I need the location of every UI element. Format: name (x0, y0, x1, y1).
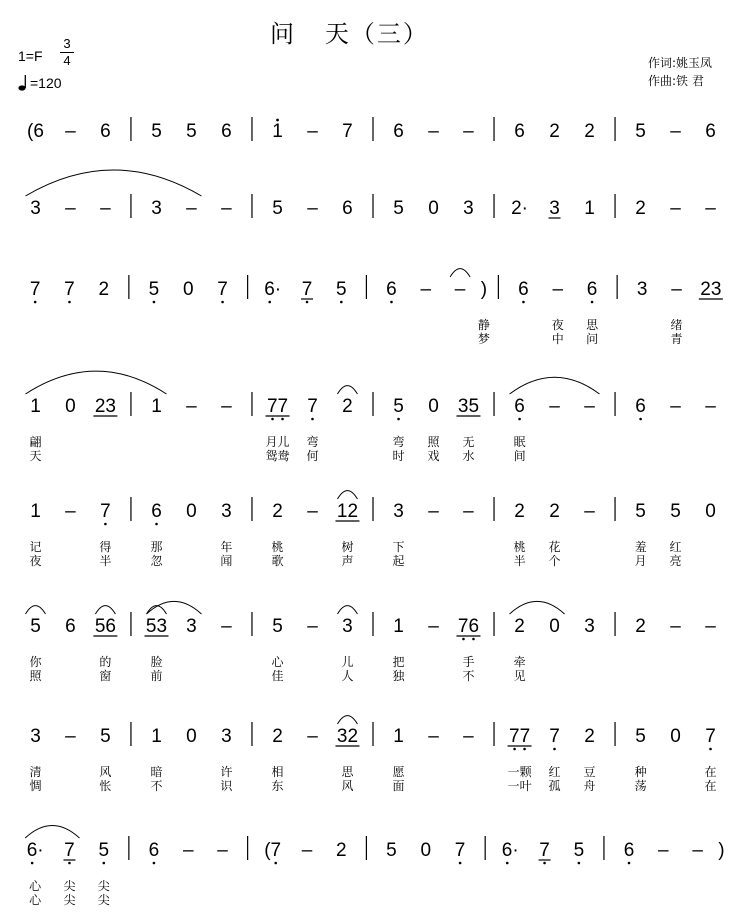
lyric-char: 弯 (392, 435, 405, 449)
note: – (670, 121, 681, 142)
note: 3 (186, 616, 197, 637)
note: 3 (221, 501, 232, 522)
low-octave-dot (274, 862, 277, 865)
note: – (186, 198, 197, 219)
slur (25, 371, 166, 394)
note: – (428, 616, 439, 637)
note: 2 (336, 840, 347, 861)
note: 0 (549, 616, 560, 637)
composer-credit: 作曲:铁 君 (648, 74, 704, 88)
note: 12 (336, 501, 359, 522)
note: – (307, 726, 318, 747)
note: – (584, 501, 595, 522)
lyric-char: 相 (271, 765, 284, 779)
lyric-char: 不 (150, 779, 163, 793)
lyric-char: 月儿 (265, 435, 290, 449)
slur (450, 269, 470, 277)
lyric-char: 心 (29, 893, 42, 907)
note: 2· (511, 198, 529, 219)
lyric-char: 风 (341, 779, 354, 793)
note: 6 (151, 501, 162, 522)
slur (25, 825, 79, 838)
note: – (454, 279, 466, 300)
note: – (217, 840, 228, 861)
lyric-char: 东 (271, 779, 284, 793)
lyric-char: 尖 (97, 879, 110, 893)
low-octave-dot (578, 862, 581, 865)
note: 6 (518, 279, 529, 300)
lyric-char: 风 (99, 765, 112, 779)
note: 6 (221, 121, 232, 142)
lyric-char: 独 (392, 669, 405, 683)
note: 0 (186, 726, 197, 747)
time-signature-bottom: 4 (63, 53, 71, 68)
note: 0 (65, 396, 76, 417)
note: – (428, 726, 439, 747)
note: – (463, 501, 474, 522)
lyric-char: 在 (704, 765, 717, 779)
note: 6 (393, 121, 404, 142)
note: – (65, 198, 76, 219)
note: – (671, 279, 682, 300)
lyric-char: 桃 (271, 540, 284, 554)
low-octave-dot (68, 862, 71, 865)
note: 5 (393, 396, 404, 417)
lyric-char: 心 (29, 879, 42, 893)
note: 53 (145, 616, 168, 637)
note: 2 (635, 198, 646, 219)
lyric-char: 前 (150, 669, 163, 683)
lyric-char: 荡 (634, 779, 647, 793)
note: 6 (148, 840, 160, 861)
note: – (670, 198, 681, 219)
lyric-char: 夜 (551, 318, 564, 332)
note: 0 (428, 396, 439, 417)
note: 5 (393, 198, 404, 219)
note: 5 (30, 616, 41, 637)
slur (25, 606, 45, 614)
lyric-char: 怅 (99, 779, 112, 793)
note: 5 (148, 279, 160, 300)
lyric-char: 红 (669, 540, 682, 554)
low-octave-dot (543, 862, 546, 865)
lyric-char: 半 (513, 554, 526, 568)
lyric-char: 一颗 (507, 765, 532, 779)
low-octave-dot (397, 418, 400, 421)
lyric-char: 照 (29, 669, 42, 683)
note: 1 (584, 198, 595, 219)
note: 6 (635, 396, 646, 417)
note: 2 (514, 501, 525, 522)
low-octave-dot (340, 301, 343, 304)
note: 2 (635, 616, 646, 637)
lyric-char: 红 (548, 765, 561, 779)
lyric-char: 月 (634, 554, 647, 568)
lyric-char: 闻 (220, 554, 233, 568)
lyric-char: 尖 (63, 879, 76, 893)
lyric-char: 手 (462, 655, 475, 669)
note: 5 (336, 279, 347, 300)
lyric-char: 尖 (97, 893, 110, 907)
note: 0 (670, 726, 681, 747)
lyric-char: 不 (462, 669, 475, 683)
note: 2 (98, 279, 110, 300)
note: 6 (586, 279, 598, 300)
note: 0 (420, 840, 432, 861)
lyricist-credit: 作词:姚玉凤 (648, 56, 713, 70)
note: (6 (27, 121, 44, 142)
low-octave-dot (628, 862, 631, 865)
lyric-char: 窗 (99, 669, 112, 683)
note: 35 (457, 396, 480, 417)
low-octave-dot (462, 638, 465, 641)
lyric-char: 豆 (583, 765, 596, 779)
lyric-char: 佳 (271, 669, 284, 683)
note: 6 (342, 198, 353, 219)
note: – (307, 616, 318, 637)
note: 2 (549, 501, 560, 522)
lyric-char: 水 (462, 449, 475, 463)
lyric-char: 绪 (670, 318, 683, 332)
slur (337, 386, 357, 394)
note: 77 (266, 396, 289, 417)
note: 7 (64, 840, 75, 861)
low-octave-dot (221, 301, 224, 304)
low-octave-dot (153, 862, 156, 865)
note: 5 (100, 726, 111, 747)
lyric-char: 半 (99, 554, 112, 568)
note: 3 (584, 616, 595, 637)
note: 2 (584, 121, 595, 142)
lyric-char: 声 (341, 554, 354, 568)
low-octave-dot (268, 301, 271, 304)
time-signature-top: 3 (63, 36, 71, 51)
lyric-char: 歌 (271, 554, 284, 568)
note: – (186, 396, 197, 417)
lyric-char: 儿 (341, 655, 354, 669)
lyric-char: 在 (704, 779, 717, 793)
note: – (552, 279, 564, 300)
lyric-char: 照 (427, 435, 440, 449)
low-octave-dot (591, 301, 594, 304)
note: 5 (635, 501, 646, 522)
note: 0 (428, 198, 439, 219)
note: 32 (336, 726, 359, 747)
low-octave-dot (271, 418, 274, 421)
note: 6· (26, 840, 44, 861)
lyric-char: 一叶 (507, 779, 532, 793)
lyric-char: 愿 (392, 765, 405, 779)
lyric-char: 牵 (513, 655, 526, 669)
low-octave-dot (553, 748, 556, 751)
key-signature: 1=F (18, 48, 43, 64)
note: 5 (635, 726, 646, 747)
lyric-char: 种 (634, 765, 647, 779)
lyric-char: 孤 (548, 779, 561, 793)
lyric-char: 记 (29, 540, 42, 554)
note: – (221, 616, 232, 637)
note: – (307, 198, 318, 219)
lyric-char: 花 (548, 540, 561, 554)
slur (510, 377, 600, 394)
note: 3 (151, 198, 162, 219)
note: – (428, 501, 439, 522)
note: 5 (272, 616, 283, 637)
note: 6 (514, 121, 525, 142)
lyric-char: 中 (551, 332, 564, 346)
note: – (692, 840, 703, 861)
lyric-char: 思 (586, 318, 599, 332)
note: ) (480, 279, 488, 300)
note: 5 (98, 840, 110, 861)
note: – (301, 840, 313, 861)
note: 2 (272, 501, 283, 522)
note: 5 (573, 840, 585, 861)
note: – (65, 726, 76, 747)
lyric-char: 天 (29, 449, 42, 463)
note: – (182, 840, 194, 861)
note: 3 (342, 616, 353, 637)
low-octave-dot (104, 523, 107, 526)
note: 2 (514, 616, 525, 637)
note: 7 (100, 501, 111, 522)
low-octave-dot (102, 862, 105, 865)
lyric-char: 把 (392, 655, 405, 669)
note: 5 (151, 121, 162, 142)
note: – (221, 396, 232, 417)
lyric-char: 问 (586, 332, 599, 346)
lyric-char: 你 (29, 655, 42, 669)
low-octave-dot (153, 301, 156, 304)
lyric-char: 得 (99, 540, 112, 554)
note: 6 (705, 121, 716, 142)
lyric-char: 识 (220, 779, 233, 793)
low-octave-dot (518, 418, 521, 421)
note: 6 (386, 279, 397, 300)
note: 2 (584, 726, 595, 747)
lyric-char: 脸 (150, 655, 163, 669)
low-octave-dot (281, 418, 284, 421)
note: 6 (65, 616, 76, 637)
lyric-char: 无 (462, 435, 475, 449)
slur (147, 601, 202, 614)
note: 0 (186, 501, 197, 522)
slur (337, 491, 357, 499)
note: – (307, 501, 318, 522)
note: – (705, 396, 716, 417)
note: 3 (636, 279, 648, 300)
note: – (307, 121, 318, 142)
lyric-char: 青 (670, 332, 683, 346)
note: 1 (393, 726, 404, 747)
note: 77 (509, 726, 531, 747)
low-octave-dot (523, 748, 526, 751)
note: 2 (272, 726, 283, 747)
note: 1 (30, 501, 41, 522)
note: – (221, 198, 232, 219)
lyric-char: 惆 (29, 779, 42, 793)
song-title: 问 天（三） (270, 20, 429, 48)
lyric-char: 静 (477, 318, 490, 332)
note: 7 (307, 396, 318, 417)
note: 5 (186, 121, 197, 142)
low-octave-dot (639, 418, 642, 421)
note: 7 (549, 726, 560, 747)
note: 7 (29, 279, 41, 300)
note: 1 (272, 121, 283, 142)
note: 7 (301, 279, 313, 300)
note: – (100, 198, 111, 219)
low-octave-dot (459, 862, 462, 865)
lyric-char: 戏 (427, 449, 440, 463)
note: – (65, 121, 76, 142)
note: 2 (342, 396, 353, 417)
lyric-char: 人 (341, 669, 354, 683)
low-octave-dot (472, 638, 475, 641)
lyric-char: 翩 (29, 435, 42, 449)
note: 6 (623, 840, 635, 861)
note: 7 (217, 279, 228, 300)
note: 1 (151, 396, 162, 417)
note: 5 (670, 501, 681, 522)
note: 3 (30, 198, 41, 219)
note: 3 (393, 501, 404, 522)
low-octave-dot (155, 523, 158, 526)
lyric-char: 亮 (669, 554, 682, 568)
high-octave-dot (276, 119, 279, 122)
lyric-char: 树 (341, 540, 354, 554)
low-octave-dot (68, 301, 71, 304)
low-octave-dot (390, 301, 393, 304)
note: 6 (100, 121, 111, 142)
note: 5 (272, 198, 283, 219)
lyric-char: 舟 (583, 779, 596, 793)
note: 1 (151, 726, 162, 747)
lyric-char: 下 (392, 540, 405, 554)
note: 0 (705, 501, 716, 522)
note: 1 (393, 616, 404, 637)
note: 6· (264, 279, 282, 300)
lyric-char: 心 (271, 655, 284, 669)
lyric-char: 尖 (63, 893, 76, 907)
note: 2 (549, 121, 560, 142)
lyric-char: 桃 (513, 540, 526, 554)
lyric-char: 鸳鸯 (265, 449, 290, 463)
note: 0 (182, 279, 194, 300)
lyric-char: 见 (513, 669, 526, 683)
lyric-char: 许 (220, 765, 233, 779)
lyric-char: 暗 (150, 765, 163, 779)
lyric-char: 起 (392, 554, 405, 568)
note: (7 (264, 840, 282, 861)
note: 7 (705, 726, 716, 747)
note: 7 (454, 840, 466, 861)
note: 76 (457, 616, 480, 637)
slur (337, 716, 357, 724)
lyric-char: 弯 (306, 435, 319, 449)
low-octave-dot (506, 862, 509, 865)
slur (25, 170, 201, 196)
lyric-char: 眠 (513, 435, 526, 449)
note: 5 (635, 121, 646, 142)
low-octave-dot (709, 748, 712, 751)
note: 3 (549, 198, 560, 219)
note: 7 (539, 840, 550, 861)
slur (95, 606, 115, 614)
note: – (463, 121, 474, 142)
lyric-char: 时 (392, 449, 405, 463)
note: – (705, 616, 716, 637)
note: – (670, 396, 681, 417)
slur (510, 601, 565, 614)
note: 6 (514, 396, 525, 417)
lyric-char: 梦 (477, 332, 490, 346)
lyric-char: 那 (150, 540, 163, 554)
lyric-char: 何 (306, 449, 319, 463)
low-octave-dot (311, 418, 314, 421)
note: – (658, 840, 669, 861)
note: 1 (30, 396, 41, 417)
note: – (705, 198, 716, 219)
note: 23 (700, 279, 722, 300)
lyric-char: 忽 (150, 554, 163, 568)
low-octave-dot (34, 301, 37, 304)
lyric-char: 清 (29, 765, 42, 779)
low-octave-dot (522, 301, 525, 304)
note: – (428, 121, 439, 142)
note: 56 (94, 616, 116, 637)
lyric-char: 面 (392, 779, 405, 793)
lyric-char: 思 (341, 765, 354, 779)
note: – (549, 396, 560, 417)
lyric-char: 羞 (634, 540, 647, 554)
note: – (584, 396, 595, 417)
note: 23 (94, 396, 116, 417)
note: 7 (342, 121, 353, 142)
low-octave-dot (513, 748, 516, 751)
tempo-value: =120 (30, 75, 62, 91)
note: ) (718, 840, 725, 861)
note: – (463, 726, 474, 747)
low-octave-dot (306, 301, 309, 304)
note: 5 (386, 840, 397, 861)
lyric-char: 夜 (29, 554, 42, 568)
lyric-char: 个 (548, 554, 561, 568)
slur (337, 606, 357, 614)
note: 3 (221, 726, 232, 747)
note: – (670, 616, 681, 637)
note: 3 (30, 726, 41, 747)
note: 7 (64, 279, 75, 300)
low-octave-dot (31, 862, 34, 865)
note: 3 (463, 198, 474, 219)
lyric-char: 的 (99, 655, 112, 669)
note: 6· (501, 840, 519, 861)
note: – (65, 501, 76, 522)
note: – (420, 279, 432, 300)
lyric-char: 年 (220, 540, 233, 554)
lyric-char: 间 (513, 449, 526, 463)
